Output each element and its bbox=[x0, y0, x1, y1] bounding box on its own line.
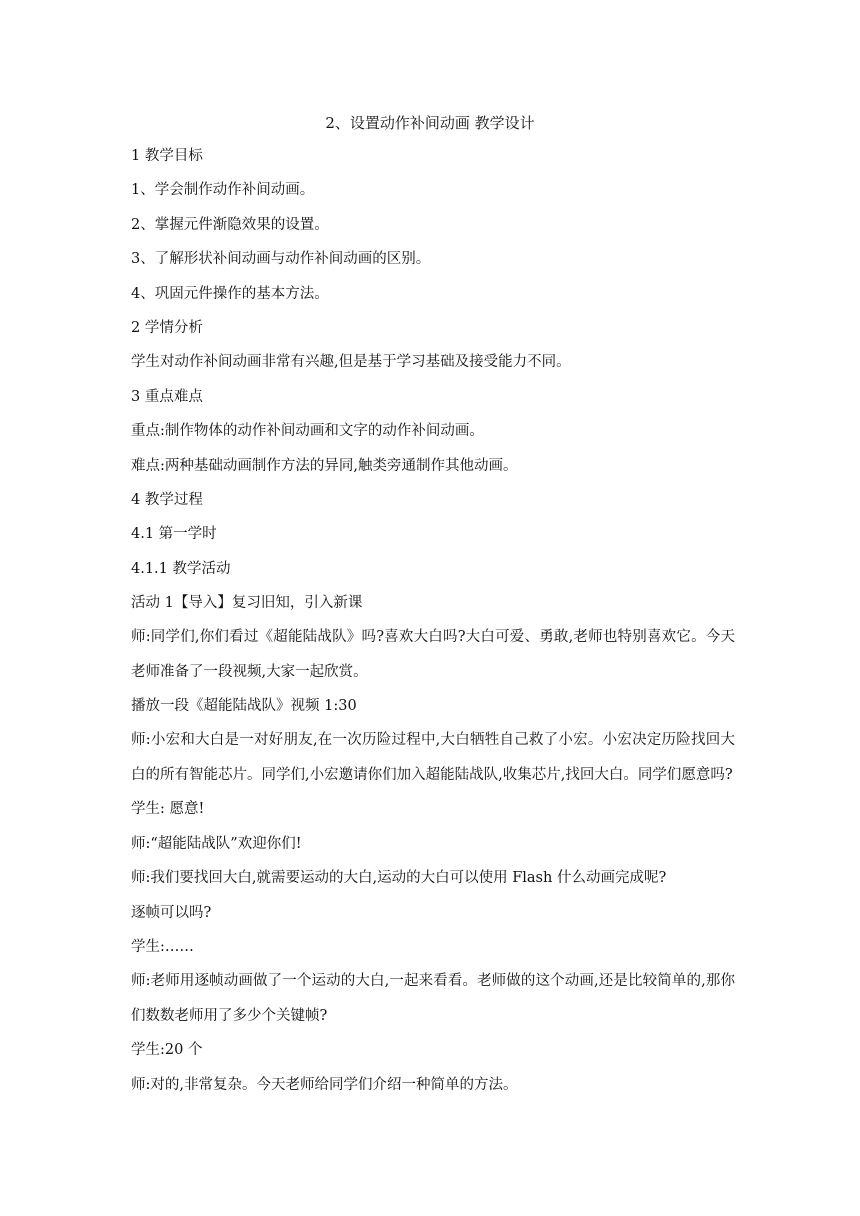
teacher-question-frame: 逐帧可以吗? bbox=[131, 904, 212, 921]
document-body bbox=[131, 145, 735, 1108]
teacher-welcome: 师:“超能陆战队”欢迎你们! bbox=[131, 835, 302, 852]
key-point-text: 重点:制作物体的动作补间动画和文字的动作补间动画。 bbox=[131, 423, 484, 440]
subheading-first-period: 4.1 第一学时 bbox=[131, 526, 217, 543]
activity-1-heading: 活动 1【导入】复习旧知，引入新课 bbox=[131, 595, 363, 612]
teacher-keyframes-paragraph: 师:老师用逐帧动画做了一个运动的大白,一起来看看。老师做的这个动画,还是比较简单的,那你们数数老师用了多少个关键帧? bbox=[131, 973, 735, 1024]
teacher-closing-line: 师:对的,非常复杂。今天老师给同学们介绍一种简单的方法。 bbox=[131, 1076, 518, 1093]
student-analysis-text: 学生对动作补间动画非常有兴趣,但是基于学习基础及接受能力不同。 bbox=[131, 354, 571, 371]
student-answer-willing: 学生: 愿意! bbox=[131, 801, 205, 818]
student-answer-ellipsis: 学生:…… bbox=[131, 939, 194, 956]
goal-item-3: 3、了解形状补间动画与动作补间动画的区别。 bbox=[131, 251, 431, 268]
heading-teaching-goals: 1 教学目标 bbox=[131, 148, 203, 164]
subheading-teaching-activity: 4.1.1 教学活动 bbox=[131, 560, 231, 577]
difficult-point-text: 难点:两种基础动画制作方法的异同,触类旁通制作其他动画。 bbox=[131, 457, 518, 474]
teacher-intro-paragraph: 师:同学们,你们看过《超能陆战队》吗?喜欢大白吗?大白可爱、勇敢,老师也特别喜欢它。今天老师准备了一段视频,大家一起欣赏。 bbox=[131, 629, 735, 680]
goal-item-1: 1、学会制作动作补间动画。 bbox=[131, 182, 315, 199]
heading-student-analysis: 2 学情分析 bbox=[131, 319, 203, 336]
goal-item-2: 2、掌握元件渐隐效果的设置。 bbox=[131, 216, 329, 233]
goal-item-4: 4、巩固元件操作的基本方法。 bbox=[131, 285, 329, 302]
student-answer-20: 学生:20 个 bbox=[131, 1042, 203, 1059]
teacher-question-flash: 师:我们要找回大白,就需要运动的大白,运动的大白可以使用 Flash 什么动画完成呢? bbox=[131, 870, 667, 887]
heading-teaching-process: 4 教学过程 bbox=[131, 491, 203, 508]
heading-key-points: 3 重点难点 bbox=[131, 388, 203, 405]
video-line: 播放一段《超能陆战队》视频 1:30 bbox=[131, 698, 357, 715]
teacher-story-paragraph: 师:小宏和大白是一对好朋友,在一次历险过程中,大白牺牲自己救了小宏。小宏决定历险找回大白的所有智能芯片。同学们,小宏邀请你们加入超能陆战队,收集芯片,找回大白。同学们愿意吗? bbox=[131, 732, 735, 783]
document-title: 2、设置动作补间动画 教学设计 bbox=[325, 114, 535, 132]
